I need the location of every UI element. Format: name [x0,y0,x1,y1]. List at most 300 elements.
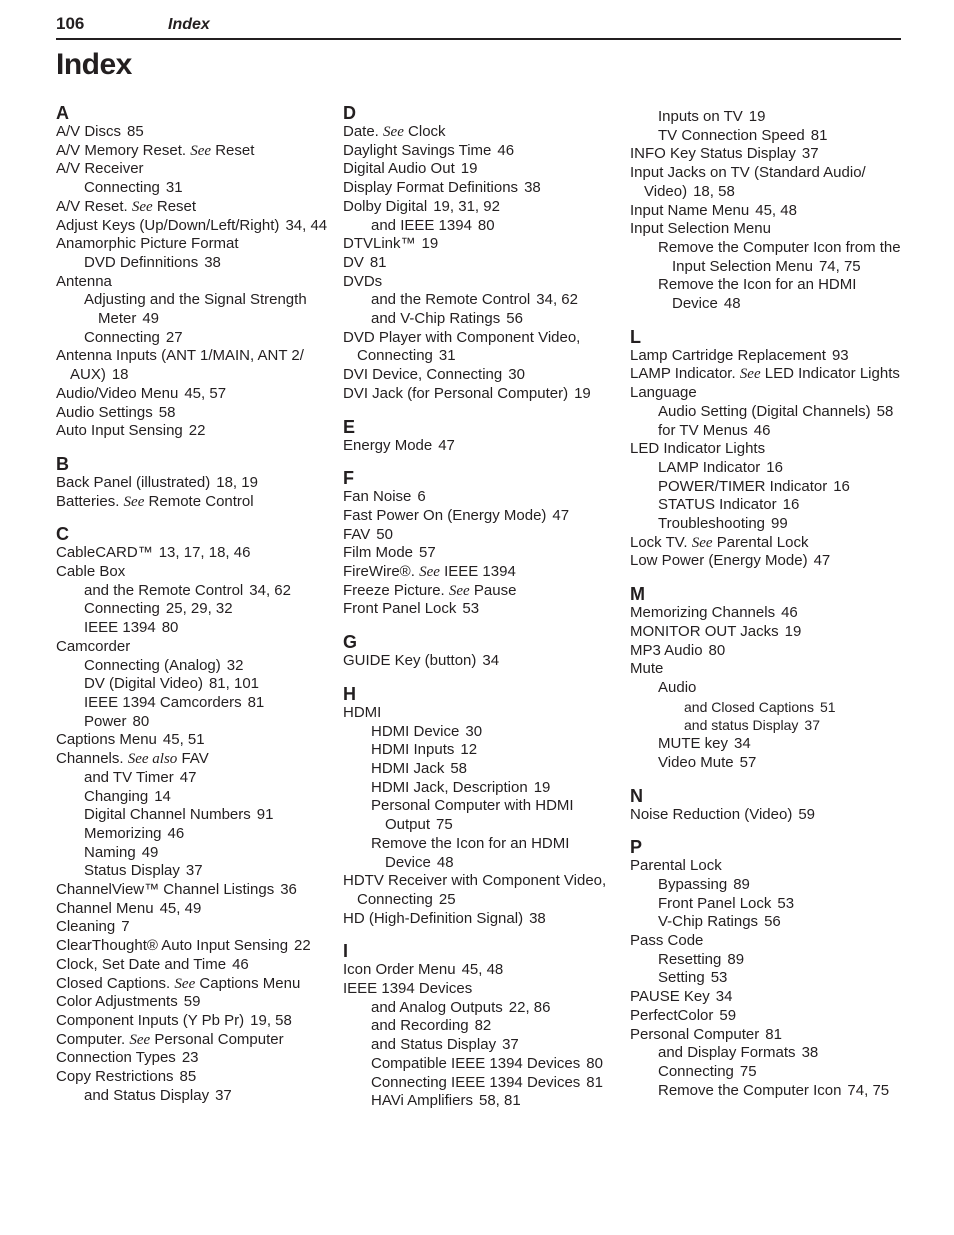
index-entry [343,910,613,929]
entry-text: TV Connection Speed [658,126,805,144]
entry-text: Video Mute [658,753,734,771]
entry-text: FAV [343,525,371,543]
entry-page-numbers: 89 [733,875,750,893]
index-entry [630,440,902,459]
entry-page-numbers: 58 [158,403,176,421]
entry-page-numbers: 31 [165,179,183,197]
entry-page-numbers: 38 [524,179,541,197]
index-entry [343,1055,613,1074]
entry-text: GUIDE Key (button) [343,652,477,670]
entry-text: Cable Box [56,563,126,581]
entry-text: for TV Menus [658,421,748,439]
index-entry [630,754,902,773]
entry-page-numbers: 34 [482,652,500,670]
index-entry [56,1087,328,1106]
index-entry [343,123,613,142]
index-entry [343,544,613,563]
entry-page-numbers: 47 [552,506,570,524]
see-reference-label: See [129,1031,151,1048]
entry-page-numbers: 18 [111,366,129,384]
entry-page-numbers: 18, 58 [693,182,735,200]
entry-text: Input Selection Menu [630,220,771,238]
entry-text: and Status Display [371,1036,497,1054]
entry-page-numbers: 46 [167,824,185,842]
index-entry [56,600,328,619]
index-entry [343,198,613,217]
entry-text: and status Display [684,717,799,734]
entry-page-numbers: 34 [715,988,733,1006]
index-entry [630,932,902,951]
entry-page-numbers: 23 [181,1049,199,1067]
index-entry [630,276,902,313]
entry-text: Fan Noise [343,488,412,506]
entry-text: Camcorder [56,637,131,655]
entry-text: Front Panel Lock [343,600,457,618]
index-entry [630,951,902,970]
entry-page-numbers: 7 [121,918,130,936]
entry-page-numbers: 59 [798,805,815,823]
index-section [56,103,328,441]
entry-text: A/V Discs [56,123,122,140]
index-entry [343,142,613,161]
index-entry [630,913,902,932]
index-entry [343,779,613,798]
entry-page-numbers: 22, 86 [508,998,551,1016]
index-entry [343,1036,613,1055]
entry-page-numbers: 38 [529,909,546,927]
index-entry [56,975,328,994]
entry-text: Remove the Computer Icon [658,1081,842,1099]
entry-page-numbers: 53 [462,600,480,618]
see-reference-label: See [691,534,713,551]
entry-text: Remove the Icon for an HDMI Device [371,834,570,871]
entry-page-numbers: 81 [369,253,387,271]
entry-page-numbers: 53 [777,894,795,912]
index-entry [56,844,328,863]
entry-text: Power [84,712,127,730]
index-entry [56,825,328,844]
index-section [630,584,902,772]
entry-page-numbers: 19 [533,778,551,796]
entry-page-numbers: 31 [438,347,456,365]
section-letter: L [630,326,641,347]
entry-page-numbers: 14 [154,787,171,805]
index-column-1 [56,103,328,1105]
index-entry [56,544,328,563]
see-reference-label: See also [127,751,178,768]
entry-page-numbers: 37 [801,145,819,163]
entry-text: Bypassing [658,875,728,893]
entry-page-numbers: 12 [460,741,478,759]
entry-page-numbers: 49 [142,310,160,328]
running-title: Index [168,16,210,33]
see-reference-label: See [131,198,153,215]
index-section [56,454,328,511]
index-entry [630,876,902,895]
index-entry [630,642,902,661]
index-entry [343,254,613,273]
index-entry [630,108,902,127]
index-entry [630,459,902,478]
entry-text: Inputs on TV [658,108,743,125]
entry-text: MP3 Audio [630,641,703,659]
index-entry [343,273,613,292]
entry-text: Component Inputs (Y Pb Pr) [56,1011,245,1029]
index-entry [56,474,328,493]
entry-text: V-Chip Ratings [658,913,759,931]
entry-text: HDMI [343,703,382,721]
index-entry [630,384,902,403]
index-entry [56,638,328,657]
entry-page-numbers: 45, 49 [159,899,202,917]
entry-text: Connecting [84,328,160,346]
index-entry [56,1049,328,1068]
entry-text: Fast Power On (Energy Mode) [343,506,547,524]
entry-page-numbers: 36 [280,881,297,899]
entry-text: Audio Setting (Digital Channels) [658,402,871,420]
index-section [56,524,328,1105]
entry-text: DTVLink™ [343,235,416,253]
entry-text: PAUSE Key [630,988,710,1006]
see-reference-target: Pause [473,581,517,599]
index-entry [56,657,328,676]
index-entry [630,679,902,698]
section-letter: D [343,103,356,123]
index-entry [630,806,902,825]
entry-page-numbers: 19, 31, 92 [433,197,500,215]
index-entry [56,675,328,694]
entry-text: Batteries. [56,492,120,510]
entry-page-numbers: 89 [727,950,745,968]
entry-page-numbers: 45, 57 [184,384,227,402]
index-entry [630,145,902,164]
section-letter: E [343,416,356,437]
entry-text: Language [630,384,697,402]
entry-text: Closed Captions. [56,974,171,992]
entry-text: HDTV Receiver with Component Video, Connecting [343,872,607,908]
entry-page-numbers: 25, 29, 32 [165,600,233,618]
index-entry [343,704,613,723]
entry-text: HAVi Amplifiers [371,1092,473,1110]
entry-text: Setting [658,969,705,987]
section-letter: H [343,683,356,704]
entry-text: DVD Player with Component Video, Connecting [343,328,581,365]
entry-text: Memorizing [84,824,162,842]
entry-text: Audio Settings [56,403,153,421]
see-reference-target: LED Indicator Lights [764,365,900,383]
entry-page-numbers: 53 [710,969,728,987]
index-entry [343,723,613,742]
entry-page-numbers: 59 [183,993,201,1011]
see-reference-label: See [448,582,470,599]
entry-text: PerfectColor [630,1006,714,1024]
entry-text: Connection Types [56,1049,176,1067]
index-entry [630,969,902,988]
entry-page-numbers: 57 [739,753,757,771]
entry-text: Personal Computer with HDMI Output [371,797,574,834]
index-entry [343,1074,613,1093]
entry-text: Digital Audio Out [343,160,455,178]
index-entry [56,788,328,807]
entry-text: Front Panel Lock [658,894,772,912]
index-section [630,786,902,825]
index-entry [56,582,328,601]
index-section [343,103,613,404]
entry-text: HDMI Jack [371,759,445,777]
entry-text: IEEE 1394 [84,619,156,637]
section-letter: P [630,837,643,858]
entry-text: STATUS Indicator [658,496,777,514]
entry-text: Audio [658,678,697,696]
entry-page-numbers: 80 [708,641,726,659]
entry-text: Antenna [56,272,112,290]
index-entry [343,179,613,198]
entry-text: Channel Menu [56,899,154,917]
entry-text: Pass Code [630,932,704,950]
entry-page-numbers: 49 [141,843,159,861]
index-entry [56,619,328,638]
index-section [343,684,613,928]
entry-page-numbers: 47 [179,768,197,786]
index-entry [56,142,328,161]
index-entry [630,1007,902,1026]
see-reference-target: Personal Computer [154,1030,284,1048]
index-entry [343,526,613,545]
index-entry [343,872,613,909]
entry-page-numbers: 47 [813,552,831,570]
entry-page-numbers: 81 [586,1073,603,1091]
entry-page-numbers: 45, 48 [461,961,504,979]
index-entry [56,769,328,788]
index-entry [343,235,613,254]
entry-text: DV (Digital Video) [84,675,203,693]
entry-text: Freeze Picture. [343,581,445,599]
index-entry [56,198,328,217]
index-entry [630,857,902,876]
index-entry [343,999,613,1018]
entry-page-numbers: 19 [748,108,766,125]
index-column-2 [343,103,613,1111]
entry-page-numbers: 58 [450,759,468,777]
index-entry [343,437,613,456]
section-letter: C [56,524,69,545]
index-entry [630,1044,902,1063]
entry-page-numbers: 6 [417,488,426,506]
entry-page-numbers: 16 [833,477,850,495]
entry-text: Lock TV. [630,533,688,551]
entry-page-numbers: 37 [215,1086,232,1104]
entry-text: Status Display [84,862,180,880]
index-entry [56,179,328,198]
index-entry [343,488,613,507]
entry-text: Memorizing Channels [630,604,776,622]
index-entry [630,735,902,754]
entry-page-numbers: 46 [781,604,798,622]
entry-text: Captions Menu [56,731,157,749]
entry-text: Copy Restrictions [56,1068,174,1086]
index-section [630,327,902,571]
entry-page-numbers: 45, 48 [755,201,797,219]
index-entry [343,741,613,760]
see-reference-label: See [190,142,212,159]
index-entry [56,160,328,179]
see-reference-label: See [419,564,440,581]
entry-text: Connecting [84,600,160,618]
index-entry [343,366,613,385]
entry-page-numbers: 34 [734,735,751,753]
entry-text: INFO Key Status Display [630,145,796,163]
index-entry [343,291,613,310]
entry-text: Personal Computer [630,1025,760,1043]
entry-text: HD (High-Definition Signal) [343,909,524,927]
entry-text: Adjusting and the Signal Strength Meter [84,291,307,328]
index-entry [630,604,902,623]
index-entry [630,895,902,914]
entry-text: Film Mode [343,544,414,562]
entry-text: ClearThought® Auto Input Sensing [56,937,289,955]
index-entry [630,347,902,366]
index-entry [56,422,328,441]
index-entry [630,220,902,239]
section-letter: M [630,584,645,605]
entry-text: Compatible IEEE 1394 Devices [371,1054,581,1072]
entry-text: Cleaning [56,918,116,936]
entry-page-numbers: 56 [506,310,523,328]
entry-page-numbers: 80 [477,216,495,234]
entry-text: HDMI Jack, Description [371,778,528,796]
entry-page-numbers: 75 [436,816,453,834]
index-entry [630,496,902,515]
entry-text: Channels. [56,750,124,768]
entry-text: Low Power (Energy Mode) [630,552,808,570]
index-entry [630,127,902,146]
index-entry [56,273,328,292]
index-entry [630,552,902,571]
entry-text: Color Adjustments [56,993,178,1011]
index-entry [630,988,902,1007]
index-entry [56,1012,328,1031]
index-entry [343,760,613,779]
see-reference-label: See [174,975,196,992]
entry-page-numbers: 91 [256,806,274,824]
entry-text: and Closed Captions [684,698,814,715]
entry-page-numbers: 85 [179,1068,197,1086]
entry-page-numbers: 74, 75 [818,257,861,275]
entry-page-numbers: 32 [226,656,244,674]
entry-text: Changing [84,787,149,805]
entry-text: A/V Memory Reset. [56,141,187,159]
index-section [343,417,613,456]
entry-text: Connecting IEEE 1394 Devices [371,1073,581,1091]
entry-page-numbers: 22 [294,937,311,955]
index-entry [56,235,328,254]
entry-page-numbers: 58 [876,402,894,420]
entry-page-numbers: 48 [723,295,741,313]
entry-text: and Recording [371,1017,469,1035]
entry-text: Lamp Cartridge Replacement [630,346,826,364]
index-entry [343,1017,613,1036]
index-entry [56,329,328,348]
see-reference-label: See [123,493,145,510]
index-entry [630,478,902,497]
entry-text: Input Jacks on TV (Standard Audio/ Video) [630,164,866,200]
entry-text: DVI Device, Connecting [343,366,503,384]
entry-page-numbers: 22 [188,422,206,440]
index-entry [630,239,902,276]
entry-text: DVD Definnitions [84,253,199,271]
entry-text: IEEE 1394 Camcorders [84,693,242,711]
entry-text: Back Panel (illustrated) [56,473,211,491]
page-header [56,14,901,40]
index-entry [343,797,613,834]
entry-text: Digital Channel Numbers [84,806,251,824]
entry-text: and the Remote Control [84,581,244,599]
entry-page-numbers: 99 [771,515,788,533]
entry-page-numbers: 82 [474,1017,492,1035]
index-entry [630,422,902,441]
entry-page-numbers: 75 [739,1062,757,1080]
index-entry [630,716,902,735]
entry-page-numbers: 81 [810,126,828,144]
entry-page-numbers: 47 [438,436,455,454]
entry-text: LED Indicator Lights [630,440,766,458]
index-entry [630,623,902,642]
index-entry [630,534,902,553]
entry-page-numbers: 34, 62 [536,291,578,309]
index-entry [630,365,902,384]
index-entry [56,881,328,900]
entry-text: Remove the Icon for an HDMI Device [658,276,857,313]
entry-text: MUTE key [658,735,729,753]
entry-page-numbers: 19 [574,384,591,402]
entry-page-numbers: 30 [465,722,483,740]
entry-text: Display Format Definitions [343,179,519,197]
entry-text: and Display Formats [658,1044,796,1062]
entry-text: Dolby Digital [343,197,428,215]
index-entry [630,202,902,221]
index-entry [630,403,902,422]
entry-page-numbers: 80 [132,712,150,730]
index-entry [630,1082,902,1101]
entry-page-numbers: 18, 19 [216,473,258,491]
entry-page-numbers: 19 [460,160,478,178]
entry-text: DVDs [343,272,383,290]
index-entry [343,652,613,671]
entry-text: Auto Input Sensing [56,422,183,440]
entry-text: ChannelView™ Channel Listings [56,881,275,899]
see-reference-target: Remote Control [148,492,254,510]
entry-page-numbers: 50 [376,525,393,543]
index-entry [343,217,613,236]
entry-text: DV [343,253,364,271]
entry-page-numbers: 80 [161,619,179,637]
index-entry [343,385,613,404]
index-entry [630,164,902,201]
entry-text: Date. [343,123,379,140]
index-entry [343,310,613,329]
entry-page-numbers: 46 [232,955,249,973]
index-entry [343,961,613,980]
entry-text: Connecting [658,1062,734,1080]
index-entry [56,993,328,1012]
index-entry [343,160,613,179]
index-entry [56,1068,328,1087]
entry-page-numbers: 46 [497,141,515,159]
index-entry [630,1063,902,1082]
entry-page-numbers: 25 [438,890,456,908]
index-entry [56,563,328,582]
entry-page-numbers: 58, 81 [478,1092,521,1110]
